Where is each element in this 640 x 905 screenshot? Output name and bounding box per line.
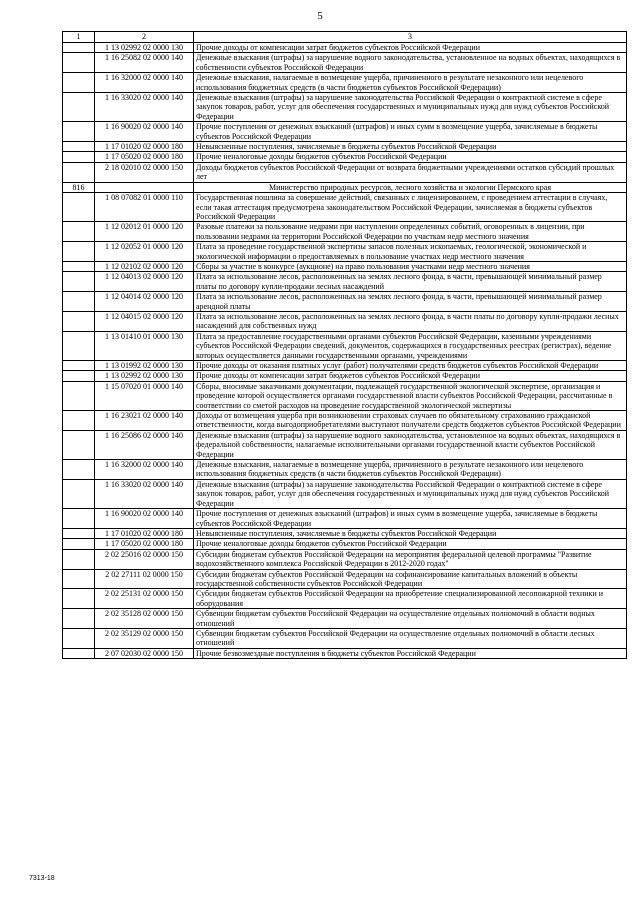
revenue-code-cell: 1 12 02052 01 0000 120 bbox=[95, 242, 194, 262]
revenue-code-cell: 1 16 32000 02 0000 140 bbox=[95, 460, 194, 480]
revenue-code-cell: 1 16 90020 02 0000 140 bbox=[95, 122, 194, 142]
admin-code-cell bbox=[63, 539, 95, 549]
revenue-name-cell: Субвенции бюджетам субъектов Российской Федерации на осуществление отдельных полномочий в области водных отношений bbox=[194, 609, 627, 629]
table-row bbox=[63, 152, 627, 162]
table-row bbox=[63, 331, 627, 360]
revenue-name-cell: Сборы, вносимые заказчиками документации, подлежащей государственной экологической экспертизе, организация и проведение которой осуществляется органами государственной власти субъектов Российской Федерации, рассчитанные в соответствии со сметой расходов на проведение государственной экологической экспертизы bbox=[194, 381, 627, 410]
revenue-code-cell: 1 16 33020 02 0000 140 bbox=[95, 479, 194, 508]
table-row bbox=[63, 528, 627, 538]
revenue-name-cell: Субсидии бюджетам субъектов Российской Федерации на мероприятия федеральной целевой программы "Развитие водохозяйственного комплекса Российской Федерации в 2012-2020 годах" bbox=[194, 549, 627, 569]
footer-code: 7313-18 bbox=[29, 875, 55, 882]
revenue-code-cell: 1 16 32000 02 0000 140 bbox=[95, 73, 194, 93]
revenue-name-cell: Прочие доходы от компенсации затрат бюджетов субъектов Российской Федерации bbox=[194, 371, 627, 381]
table-row bbox=[63, 479, 627, 508]
table-row bbox=[63, 162, 627, 182]
table-row bbox=[63, 609, 627, 629]
revenue-name-cell: Плата за использование лесов, расположенных на землях лесного фонда, в части платы по договору купли-продажи лесных насаждений для собственных нужд bbox=[194, 311, 627, 331]
admin-code-cell bbox=[63, 589, 95, 609]
table-row bbox=[63, 142, 627, 152]
admin-code-cell bbox=[63, 261, 95, 271]
revenue-code-cell: 1 12 04015 02 0000 120 bbox=[95, 311, 194, 331]
table-row bbox=[63, 122, 627, 142]
revenue-name-cell: Невыясненные поступления, зачисляемые в бюджеты субъектов Российской Федерации bbox=[194, 528, 627, 538]
table-row bbox=[63, 411, 627, 431]
admin-code-cell bbox=[63, 152, 95, 162]
revenue-name-cell: Прочие поступления от денежных взысканий (штрафов) и иных сумм в возмещение ущерба, зачисляемые в бюджеты субъектов Российской Федерации bbox=[194, 509, 627, 529]
admin-code-cell bbox=[63, 371, 95, 381]
table-row bbox=[63, 549, 627, 569]
revenue-code-cell: 1 17 05020 02 0000 180 bbox=[95, 152, 194, 162]
admin-code-cell bbox=[63, 193, 95, 222]
table-row bbox=[63, 242, 627, 262]
table-row bbox=[63, 43, 627, 53]
revenue-name-cell: Доходы бюджетов субъектов Российской Федерации от возврата бюджетными учреждениями остатков субсидий прошлых лет bbox=[194, 162, 627, 182]
revenue-name-cell: Прочие доходы от оказания платных услуг (работ) получателями средств бюджетов субъектов Российской Федерации bbox=[194, 361, 627, 371]
table-row bbox=[63, 222, 627, 242]
revenue-name-cell: Денежные взыскания (штрафы) за нарушение законодательства Российской Федерации о контрактной системе в сфере закупок товаров, работ, услуг для обеспечения государственных и муниципальных нужд для нужд субъектов Российской Федерации bbox=[194, 479, 627, 508]
revenue-code-cell: 1 12 04013 02 0000 120 bbox=[95, 272, 194, 292]
revenue-code-cell: 1 12 02102 02 0000 120 bbox=[95, 261, 194, 271]
header-col-1: 1 bbox=[63, 32, 95, 43]
budget-codes-table bbox=[62, 31, 627, 659]
table-row bbox=[63, 460, 627, 480]
revenue-code-cell: 1 08 07082 01 0000 110 bbox=[95, 193, 194, 222]
revenue-name-cell: Денежные взыскания, налагаемые в возмещение ущерба, причиненного в результате незаконного или нецелевого использования бюджетных средств (в части бюджетов субъектов Российской Федерации) bbox=[194, 73, 627, 93]
revenue-code-cell: 1 12 02012 01 0000 120 bbox=[95, 222, 194, 242]
admin-code-cell bbox=[63, 73, 95, 93]
admin-code-cell bbox=[63, 460, 95, 480]
revenue-name-cell: Денежные взыскания, налагаемые в возмещение ущерба, причиненного в результате незаконного или нецелевого использования бюджетных средств (в части бюджетов субъектов Российской Федерации) bbox=[194, 460, 627, 480]
admin-code-cell: 816 bbox=[63, 182, 95, 192]
revenue-name-cell: Субсидии бюджетам субъектов Российской Федерации на софинансирование капитальных вложений в объекты государственной собственности субъектов Российской Федерации bbox=[194, 569, 627, 589]
admin-code-cell bbox=[63, 549, 95, 569]
admin-code-cell bbox=[63, 272, 95, 292]
revenue-code-cell: 1 17 05020 02 0000 180 bbox=[95, 539, 194, 549]
revenue-code-cell: 2 07 02030 02 0000 150 bbox=[95, 648, 194, 658]
admin-code-cell bbox=[63, 242, 95, 262]
revenue-code-cell: 2 18 02010 02 0000 150 bbox=[95, 162, 194, 182]
revenue-name-cell: Плата за использование лесов, расположенных на землях лесного фонда, в части, превышающей минимальный размер платы по договору купли-продажи лесных насаждений bbox=[194, 272, 627, 292]
header-col-3: 3 bbox=[194, 32, 627, 43]
admin-code-cell bbox=[63, 411, 95, 431]
page-number: 5 bbox=[317, 10, 323, 22]
revenue-name-cell: Прочие поступления от денежных взысканий (штрафов) и иных сумм в возмещение ущерба, зачисляемые в бюджеты субъектов Российской Федерации bbox=[194, 122, 627, 142]
revenue-name-cell: Денежные взыскания (штрафы) за нарушение водного законодательства, установленное на водных объектах, находящихся в федеральной собственности, налагаемые исполнительными органами государственной власти субъектов Российской Федерации bbox=[194, 430, 627, 459]
revenue-name-cell: Невыясненные поступления, зачисляемые в бюджеты субъектов Российской Федерации bbox=[194, 142, 627, 152]
revenue-code-cell: 1 16 90020 02 0000 140 bbox=[95, 509, 194, 529]
revenue-name-cell: Денежные взыскания (штрафы) за нарушение законодательства Российской Федерации о контрактной системе в сфере закупок товаров, работ, услуг для обеспечения государственных и муниципальных нужд для нужд субъектов Российской Федерации bbox=[194, 93, 627, 122]
table-row bbox=[63, 93, 627, 122]
table-row bbox=[63, 589, 627, 609]
revenue-name-cell: Прочие доходы от компенсации затрат бюджетов субъектов Российской Федерации bbox=[194, 43, 627, 53]
admin-code-cell bbox=[63, 361, 95, 371]
table-row bbox=[63, 509, 627, 529]
revenue-code-cell: 1 13 01410 01 0000 130 bbox=[95, 331, 194, 360]
admin-code-cell bbox=[63, 311, 95, 331]
table-row bbox=[63, 73, 627, 93]
revenue-name-cell: Плата за использование лесов, расположенных на землях лесного фонда, в части, превышающей минимальный размер арендной платы bbox=[194, 292, 627, 312]
section-row bbox=[63, 182, 627, 192]
revenue-code-cell: 1 13 01992 02 0000 130 bbox=[95, 361, 194, 371]
table-header-row bbox=[63, 32, 627, 43]
table-row bbox=[63, 193, 627, 222]
revenue-name-cell: Доходы от возмещения ущерба при возникновении страховых случаев по обязательному страхованию гражданской ответственности, когда выгодоприобретателями выступают получатели средств бюджетов субъектов Российской Федерации bbox=[194, 411, 627, 431]
admin-code-cell bbox=[63, 509, 95, 529]
table-row bbox=[63, 261, 627, 271]
admin-code-cell bbox=[63, 292, 95, 312]
revenue-name-cell: Сборы за участие в конкурсе (аукционе) на право пользования участками недр местного значения bbox=[194, 261, 627, 271]
revenue-code-cell: 1 16 23021 02 0000 140 bbox=[95, 411, 194, 431]
admin-code-cell bbox=[63, 43, 95, 53]
admin-code-cell bbox=[63, 93, 95, 122]
revenue-code-cell: 1 16 25082 02 0000 140 bbox=[95, 53, 194, 73]
table-row bbox=[63, 430, 627, 459]
revenue-code-cell: 2 02 27111 02 0000 150 bbox=[95, 569, 194, 589]
revenue-code-cell: 1 13 02992 02 0000 130 bbox=[95, 43, 194, 53]
revenue-code-cell: 1 13 02992 02 0000 130 bbox=[95, 371, 194, 381]
revenue-name-cell: Денежные взыскания (штрафы) за нарушение водного законодательства, установленное на водных объектах, находящихся в собственности субъектов Российской Федерации bbox=[194, 53, 627, 73]
revenue-name-cell: Прочие неналоговые доходы бюджетов субъектов Российской Федерации bbox=[194, 152, 627, 162]
revenue-code-cell: 1 17 01020 02 0000 180 bbox=[95, 528, 194, 538]
table-row bbox=[63, 648, 627, 658]
table-row bbox=[63, 311, 627, 331]
revenue-name-cell: Прочие безвозмездные поступления в бюджеты субъектов Российской Федерации bbox=[194, 648, 627, 658]
revenue-code-cell: 2 02 25131 02 0000 150 bbox=[95, 589, 194, 609]
revenue-name-cell: Министерство природных ресурсов, лесного хозяйства и экологии Пермского края bbox=[194, 182, 627, 192]
revenue-name-cell: Разовые платежи за пользование недрами при наступлении определенных событий, оговоренных в лицензии, при пользовании недрами на территории Российской Федерации по участкам недр местного значения bbox=[194, 222, 627, 242]
revenue-code-cell: 2 02 35128 02 0000 150 bbox=[95, 609, 194, 629]
admin-code-cell bbox=[63, 331, 95, 360]
admin-code-cell bbox=[63, 381, 95, 410]
admin-code-cell bbox=[63, 628, 95, 648]
admin-code-cell bbox=[63, 122, 95, 142]
table-row bbox=[63, 569, 627, 589]
table-row bbox=[63, 53, 627, 73]
admin-code-cell bbox=[63, 569, 95, 589]
revenue-name-cell: Плата за проведение государственной экспертизы запасов полезных ископаемых, геологической, экономической и экологической информации о предоставляемых в пользование участках недр местного значения bbox=[194, 242, 627, 262]
admin-code-cell bbox=[63, 648, 95, 658]
table-row bbox=[63, 381, 627, 410]
revenue-code-cell: 1 16 33020 02 0000 140 bbox=[95, 93, 194, 122]
table-row bbox=[63, 628, 627, 648]
revenue-code-cell: 1 15 07020 01 0000 140 bbox=[95, 381, 194, 410]
revenue-code-cell: 1 12 04014 02 0000 120 bbox=[95, 292, 194, 312]
revenue-name-cell: Плата за предоставление государственными органами субъектов Российской Федерации, казенными учреждениями субъектов Российской Федерации сведений, документов, содержащихся в государственных реестрах (регистрах), ведение которых осуществляется данными государственными органами, учреждениями bbox=[194, 331, 627, 360]
revenue-name-cell: Государственная пошлина за совершение действий, связанных с лицензированием, с проведением аттестации в случаях, если такая аттестация предусмотрена законодательством Российской Федерации, зачисляемая в бюджеты субъектов Российской Федерации bbox=[194, 193, 627, 222]
revenue-code-cell: 2 02 25016 02 0000 150 bbox=[95, 549, 194, 569]
table-row bbox=[63, 272, 627, 292]
admin-code-cell bbox=[63, 162, 95, 182]
table-row bbox=[63, 292, 627, 312]
admin-code-cell bbox=[63, 479, 95, 508]
revenue-name-cell: Прочие неналоговые доходы бюджетов субъектов Российской Федерации bbox=[194, 539, 627, 549]
admin-code-cell bbox=[63, 609, 95, 629]
admin-code-cell bbox=[63, 142, 95, 152]
table-row bbox=[63, 371, 627, 381]
admin-code-cell bbox=[63, 222, 95, 242]
admin-code-cell bbox=[63, 430, 95, 459]
table-row bbox=[63, 539, 627, 549]
table-row bbox=[63, 361, 627, 371]
revenue-code-cell: 1 16 25086 02 0000 140 bbox=[95, 430, 194, 459]
revenue-name-cell: Субсидии бюджетам субъектов Российской Федерации на приобретение специализированной лесопожарной техники и оборудования bbox=[194, 589, 627, 609]
admin-code-cell bbox=[63, 53, 95, 73]
revenue-name-cell: Субвенции бюджетам субъектов Российской Федерации на осуществление отдельных полномочий в области лесных отношений bbox=[194, 628, 627, 648]
revenue-code-cell: 1 17 01020 02 0000 180 bbox=[95, 142, 194, 152]
revenue-code-cell bbox=[95, 182, 194, 192]
header-col-2: 2 bbox=[95, 32, 194, 43]
revenue-code-cell: 2 02 35129 02 0000 150 bbox=[95, 628, 194, 648]
admin-code-cell bbox=[63, 528, 95, 538]
